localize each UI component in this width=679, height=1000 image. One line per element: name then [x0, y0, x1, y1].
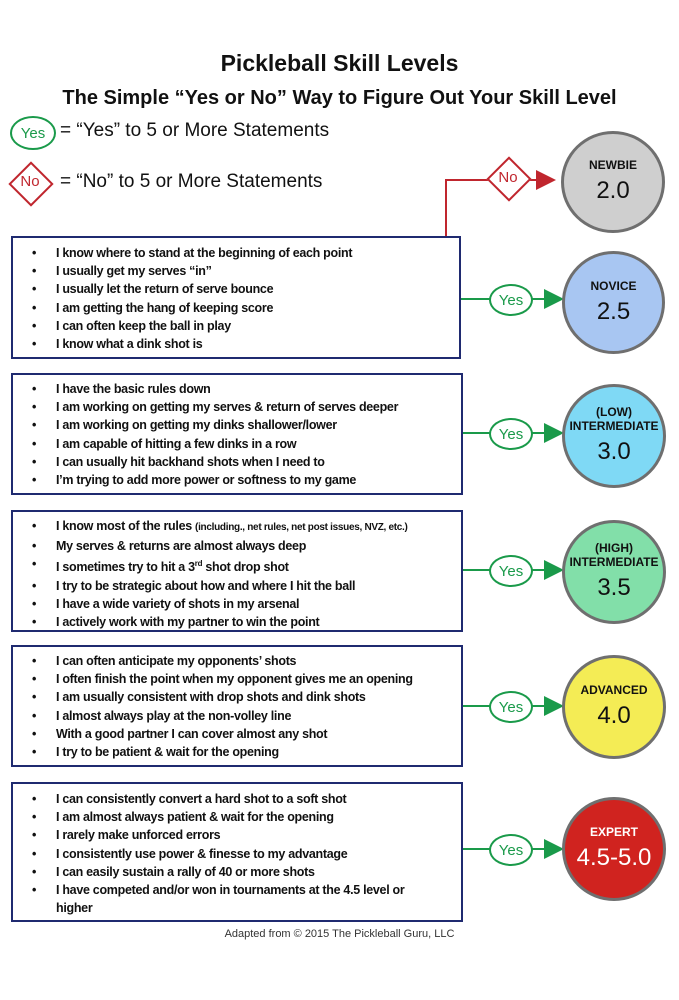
yes-connector-badge [489, 834, 533, 866]
yes-connector-badge [489, 418, 533, 450]
level-name: ADVANCED [580, 683, 648, 697]
statement-item: • I have a wide variety of shots in my arsenal [13, 595, 461, 613]
yes-connector-badge [489, 555, 533, 587]
level-name: (HIGH) INTERMEDIATE [569, 541, 659, 569]
yes-connector-badge-label: Yes [498, 698, 524, 716]
level-rating: 3.5 [597, 574, 631, 601]
statement-item: • I can consistently convert a hard shot to a soft shot [13, 790, 461, 808]
level-circle-novice [562, 251, 665, 354]
statement-box-high-intermediate [11, 510, 463, 632]
statement-item: • I can often anticipate my opponents’ shots [13, 652, 461, 670]
statement-box-expert [11, 782, 463, 922]
level-rating: 2.5 [596, 297, 631, 325]
legend-yes-badge-label: Yes [20, 124, 46, 142]
statement-rules-detail: (including., net rules, net post issues, NVZ, etc.) [195, 522, 408, 533]
level-circle-newbie [561, 131, 665, 233]
level-circle-advanced [562, 655, 666, 759]
statement-item: • I’m trying to add more power or softness to my game [13, 471, 461, 489]
yes-connector-badge-label: Yes [498, 291, 524, 309]
legend-yes-text: = “Yes” to 5 or More Statements [60, 120, 330, 141]
statement-box-novice [11, 236, 461, 359]
statement-item: • I know what a dink shot is [13, 335, 459, 353]
yes-connector-badge-label: Yes [498, 562, 524, 580]
yes-connector-badge [489, 691, 533, 723]
statement-item: • I have competed and/or won in tournaments at the 4.5 level or higher [13, 881, 461, 917]
statement-item: • I have the basic rules down [13, 380, 461, 398]
statement-item: • With a good partner I can cover almost any shot [13, 725, 461, 743]
statement-item: • I am working on getting my dinks shallower/lower [13, 416, 461, 434]
statement-rules-main: I know most of the rules [56, 519, 196, 533]
statement-item: • I am usually consistent with drop shots and dink shots [13, 688, 461, 706]
statement-item: • I am getting the hang of keeping score [13, 299, 459, 317]
statement-item: • I can often keep the ball in play [13, 317, 459, 335]
level-circle-low-intermediate [562, 384, 666, 488]
statement-item: • I almost always play at the non-volley line [13, 707, 461, 725]
level-rating: 4.0 [597, 702, 631, 729]
statement-item: • I can easily sustain a rally of 40 or more shots [13, 863, 461, 881]
statement-box-low-intermediate [11, 373, 463, 495]
level-name: NEWBIE [589, 158, 637, 172]
legend-no-text: = “No” to 5 or More Statements [60, 171, 323, 192]
level-name: NOVICE [590, 278, 637, 293]
statement-item: • I try to be patient & wait for the opening [13, 743, 461, 761]
statement-item: • I am capable of hitting a few dinks in a row [13, 435, 461, 453]
page-subtitle: The Simple “Yes or No” Way to Figure Out Your Skill Level [62, 87, 617, 109]
statement-item: • I am almost always patient & wait for the opening [13, 808, 461, 826]
level-rating: 3.0 [597, 438, 631, 465]
level-circle-high-intermediate [562, 520, 666, 624]
statement-item: • I sometimes try to hit a 3rd shot drop shot [13, 555, 461, 576]
page-title: Pickleball Skill Levels [220, 50, 459, 76]
statement-item: • I consistently use power & finesse to my advantage [13, 845, 461, 863]
statement-item: • I can usually hit backhand shots when I need to [13, 453, 461, 471]
statement-item [13, 517, 461, 537]
level-name: (LOW) INTERMEDIATE [569, 405, 659, 433]
statement-item: • I usually get my serves “in” [13, 262, 459, 280]
source-credit: Adapted from © 2015 The Pickleball Guru, LLC [224, 928, 455, 940]
level-rating: 2.0 [596, 177, 630, 204]
statement-item: • I often finish the point when my opponent gives me an opening [13, 670, 461, 688]
yes-connector-badge [489, 284, 533, 316]
yes-connector-badge-label: Yes [498, 425, 524, 443]
statement-item: • I am working on getting my serves & return of serves deeper [13, 398, 461, 416]
statement-box-advanced [11, 645, 463, 767]
legend-no-badge-label: No [20, 173, 40, 190]
level-rating: 4.5-5.0 [576, 844, 652, 871]
statement-item: • I rarely make unforced errors [13, 826, 461, 844]
statement-item: • I usually let the return of serve bounce [13, 280, 459, 298]
statement-item: • I actively work with my partner to win the point [13, 613, 461, 631]
level-name: EXPERT [589, 825, 638, 839]
statement-item: • My serves & returns are almost always deep [13, 537, 461, 555]
no-connector-label: No [498, 169, 518, 186]
level-circle-expert [562, 797, 666, 901]
statement-item: • I try to be strategic about how and where I hit the ball [13, 577, 461, 595]
statement-item: • I know where to stand at the beginning of each point [13, 244, 459, 262]
yes-connector-badge-label: Yes [498, 841, 524, 859]
